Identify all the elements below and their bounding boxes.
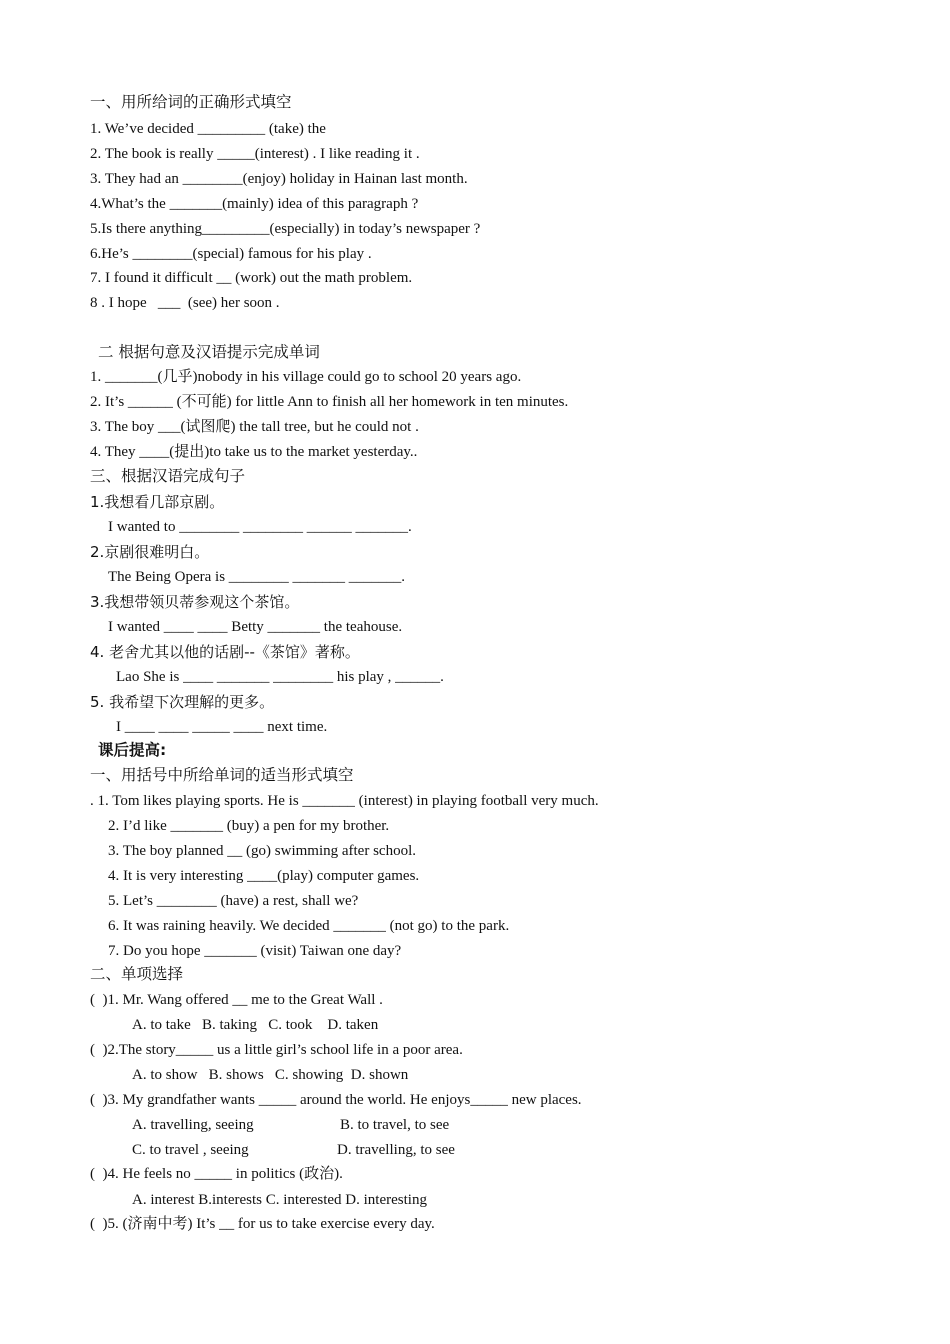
part1-item-2: 2. The book is really _____(interest) . I like reading it . [90,146,420,162]
part3-item-4-english: Lao She is ____ _______ ________ his play , ______. [116,669,444,685]
part1-item-5: 5.Is there anything_________(especially) in today’s newspaper ? [90,221,481,237]
part1-item-1: 1. We’ve decided _________ (take) the [90,121,326,137]
homework-sec1-item-4: 4. It is very interesting ____(play) computer games. [108,868,420,884]
mc-question-3-option-a: A. travelling, seeing [132,1117,254,1133]
part3-item-4-chinese: 4. 老舍尤其以他的话剧--《茶馆》著称。 [90,643,360,661]
part1-item-4: 4.What’s the _______(mainly) idea of this paragraph ? [90,196,419,212]
mc-question-1: ( )1. Mr. Wang offered __ me to the Great Wall . [90,992,383,1008]
mc-question-1-options: A. to take B. taking C. took D. taken [132,1017,379,1033]
part3-item-3-chinese: 3.我想带领贝蒂参观这个茶馆。 [90,593,300,611]
part2-item-2: 2. It’s ______ (不可能) for little Ann to finish all her homework in ten minutes. [90,394,569,410]
homework-sec1-item-7: 7. Do you hope _______ (visit) Taiwan one day? [108,943,402,959]
part2-item-1: 1. _______(几乎)nobody in his village could go to school 20 years ago. [90,369,522,385]
part3-item-1-chinese: 1.我想看几部京剧。 [90,493,225,511]
part1-item-3: 3. They had an ________(enjoy) holiday in Hainan last month. [90,171,468,187]
part3-item-5-english: I ____ ____ _____ ____ next time. [116,719,328,735]
part1-item-6: 6.He’s ________(special) famous for his play . [90,246,372,262]
part3-item-1-english: I wanted to ________ ________ ______ _______. [108,519,412,535]
part3-item-2-chinese: 2.京剧很难明白。 [90,543,210,561]
homework-sec1-item-1: . 1. Tom likes playing sports. He is _______ (interest) in playing football very much. [90,793,599,809]
mc-question-2-options: A. to show B. shows C. showing D. shown [132,1067,409,1083]
part1-heading: 一、用所给词的正确形式填空 [90,93,292,111]
mc-question-3-option-d: D. travelling, to see [337,1142,455,1158]
homework-sec1-heading: 一、用括号中所给单词的适当形式填空 [90,766,354,784]
part2-item-4: 4. They ____(提出)to take us to the market yesterday.. [90,444,418,460]
part2-heading: 二 根据句意及汉语提示完成单词 [98,343,320,361]
mc-question-3: ( )3. My grandfather wants _____ around the world. He enjoys_____ new places. [90,1092,582,1108]
part3-heading: 三、根据汉语完成句子 [90,467,246,485]
part1-item-8: 8 . I hope ___ (see) her soon . [90,295,280,311]
mc-question-3-option-c: C. to travel , seeing [132,1142,249,1158]
mc-question-4: ( )4. He feels no _____ in politics (政治). [90,1166,343,1182]
part3-item-5-chinese: 5. 我希望下次理解的更多。 [90,693,275,711]
homework-sec1-item-6: 6. It was raining heavily. We decided _______ (not go) to the park. [108,918,510,934]
mc-question-2: ( )2.The story_____ us a little girl’s school life in a poor area. [90,1042,463,1058]
mc-question-3-option-b: B. to travel, to see [340,1117,450,1133]
homework-sec1-item-2: 2. I’d like _______ (buy) a pen for my brother. [108,818,390,834]
mc-question-4-options: A. interest B.interests C. interested D. interesting [132,1192,427,1208]
homework-heading: 课后提高: [98,741,167,759]
part2-item-3: 3. The boy ___(试图爬) the tall tree, but he could not . [90,419,419,435]
part3-item-3-english: I wanted ____ ____ Betty _______ the teahouse. [108,619,403,635]
homework-sec2-heading: 二、单项选择 [90,965,184,983]
homework-sec1-item-5: 5. Let’s ________ (have) a rest, shall we? [108,893,359,909]
homework-sec1-item-3: 3. The boy planned __ (go) swimming after school. [108,843,416,859]
part1-item-7: 7. I found it difficult __ (work) out the math problem. [90,270,413,286]
part3-item-2-english: The Being Opera is ________ _______ _______. [108,569,406,585]
mc-question-5: ( )5. (济南中考) It’s __ for us to take exercise every day. [90,1216,435,1232]
